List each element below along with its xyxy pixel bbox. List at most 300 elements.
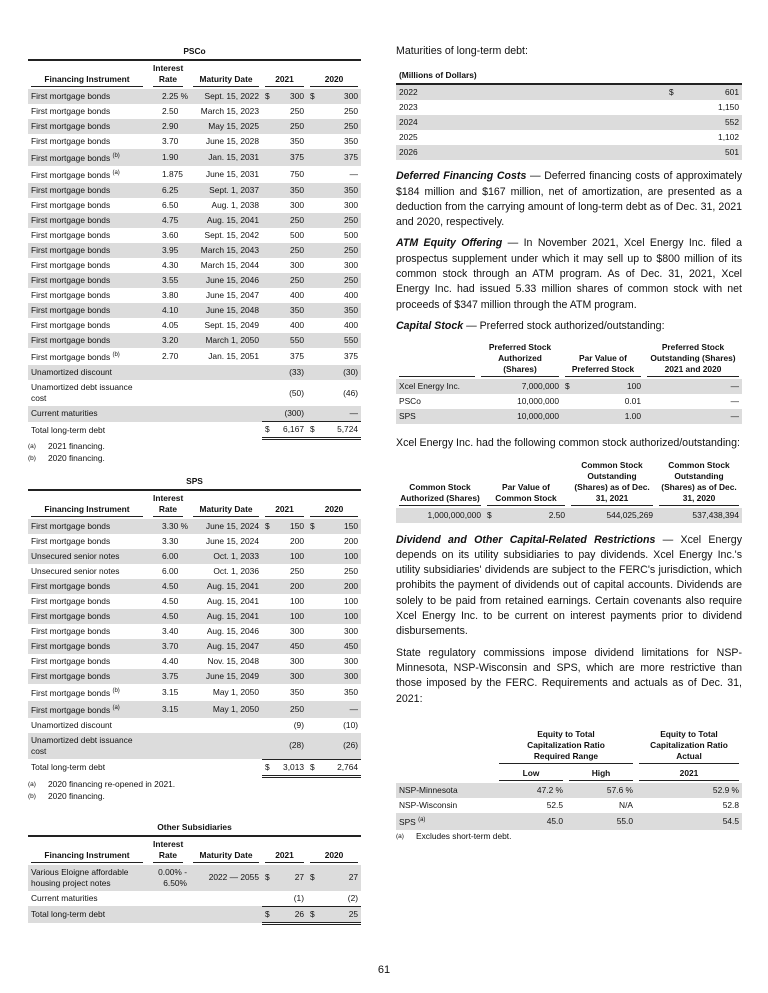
dollar-sign — [262, 684, 274, 701]
dollar-sign — [307, 733, 319, 759]
value-2020: — — [319, 701, 361, 718]
table-row — [28, 701, 361, 718]
header-low: Low — [499, 768, 563, 781]
header-2020: 2020 — [310, 74, 358, 87]
dollar-sign — [666, 145, 686, 160]
table-row — [396, 115, 742, 130]
dollar-sign — [307, 333, 319, 348]
dollar-sign — [307, 549, 319, 564]
interest-rate: 3.30 % — [146, 519, 190, 534]
instrument-cell — [28, 733, 146, 759]
dollar-sign — [307, 891, 319, 907]
dollar-sign — [307, 243, 319, 258]
header-2021: 2021 — [265, 850, 304, 863]
maturity-date: Nov. 15, 2048 — [207, 656, 259, 666]
instrument-name: First mortgage bonds — [31, 185, 111, 195]
interest-rate: 3.70 — [146, 639, 190, 654]
value-2021: 375 — [290, 351, 305, 361]
instrument-name: First mortgage bonds — [31, 121, 111, 131]
interest-rate: 3.60 — [162, 230, 179, 240]
header-2021: 2021 — [265, 74, 304, 87]
maturity-year: 2026 — [396, 145, 666, 160]
value-2020: 375 — [319, 149, 361, 166]
instrument-name: First mortgage bonds — [31, 521, 111, 531]
value-2021: 250 — [274, 243, 307, 258]
value-2020: 27 — [319, 865, 361, 891]
instrument-name: First mortgage bonds — [31, 641, 111, 651]
instrument-cell — [28, 258, 146, 273]
dollar-sign — [307, 639, 319, 654]
preferred-outstanding: — — [644, 409, 742, 424]
header-required-range: Equity to Total Capitalization Ratio Required Range — [499, 729, 633, 764]
footnote-text: 2020 financing re-opened in 2021. — [48, 778, 176, 789]
interest-rate: 4.30 — [162, 260, 179, 270]
header-2020: 2020 — [310, 850, 358, 863]
maturity-date: Aug. 15, 2041 — [190, 579, 262, 594]
interest-rate — [146, 906, 190, 923]
dollar-sign: $ — [262, 759, 274, 776]
equity-body — [396, 783, 742, 830]
maturities-body — [396, 84, 742, 160]
value-2020: 350 — [319, 303, 361, 318]
table-row — [396, 508, 742, 523]
value-2021: 300 — [274, 89, 307, 104]
maturity-date: May 1, 2050 — [212, 687, 259, 697]
maturity-date — [190, 380, 262, 406]
ratio-low: 52.5 — [546, 799, 563, 810]
capital-stock-text: — Preferred stock authorized/outstanding: — [463, 319, 665, 332]
dollar-sign — [262, 891, 274, 907]
dollar-sign — [262, 198, 274, 213]
instrument-name: Various Eloigne affordable housing project notes — [31, 866, 129, 888]
maturity-date — [190, 733, 262, 759]
instrument-cell — [28, 348, 146, 365]
maturity-date: Sept. 15, 2022 — [190, 89, 262, 104]
common-authorized: 1,000,000,000 — [396, 508, 484, 523]
header-maturity: Maturity Date — [193, 504, 259, 517]
instrument-name: First mortgage bonds — [31, 106, 111, 116]
value-2020: 2,764 — [319, 759, 361, 776]
dollar-sign: $ — [484, 508, 496, 523]
dollar-sign: $ — [262, 422, 274, 439]
maturity-date — [190, 422, 262, 439]
instrument-cell — [28, 609, 146, 624]
common-outstanding-2020: 537,438,394 — [656, 508, 742, 523]
dollar-sign: $ — [562, 379, 574, 394]
interest-rate: 6.25 — [146, 183, 190, 198]
instrument-name: First mortgage bonds — [31, 671, 111, 681]
maturity-date: Sept. 15, 2042 — [204, 230, 259, 240]
dollar-sign: $ — [262, 89, 274, 104]
instrument-cell — [28, 288, 146, 303]
instrument-cell — [28, 906, 146, 923]
footnote-text: 2020 financing. — [48, 453, 105, 463]
maturity-date: Sept. 15, 2049 — [204, 320, 259, 330]
table-row — [28, 654, 361, 669]
table-row — [396, 813, 742, 830]
table-row — [28, 594, 361, 609]
footnote-ref: (b) — [112, 153, 120, 159]
atm-heading: ATM Equity Offering — [396, 237, 503, 250]
instrument-name: First mortgage bonds — [31, 215, 111, 225]
psco-footnotes — [28, 441, 361, 464]
dollar-sign: $ — [262, 906, 274, 923]
value-2021: (300) — [274, 406, 307, 422]
table-row — [396, 379, 742, 394]
instrument-name: First mortgage bonds — [31, 688, 111, 698]
instrument-name: First mortgage bonds — [31, 260, 111, 270]
value-2020: 300 — [344, 656, 359, 666]
interest-rate — [146, 380, 190, 406]
interest-rate: 4.05 — [162, 320, 179, 330]
footnote-mark: (a) — [28, 780, 36, 788]
table-row — [28, 718, 361, 733]
value-2020: (46) — [343, 387, 359, 398]
header-common-2020: Common Stock Outstanding (Shares) as of Dec. 31, 2020 — [659, 460, 739, 506]
dollar-sign — [307, 104, 319, 119]
instrument-cell — [28, 365, 146, 380]
value-2020: 550 — [319, 333, 361, 348]
dollar-sign: $ — [307, 89, 319, 104]
equity-ratio-table — [396, 727, 742, 830]
value-2021: 300 — [274, 669, 307, 684]
value-2020: 250 — [319, 273, 361, 288]
header-actual: Equity to Total Capitalization Ratio Actual — [639, 729, 739, 764]
dollar-sign — [262, 380, 274, 406]
value-2020: 300 — [319, 89, 361, 104]
table-row — [28, 273, 361, 288]
deferred-financing-paragraph — [396, 169, 742, 230]
table-row — [28, 119, 361, 134]
dollar-sign — [262, 166, 274, 183]
header-common-authorized: Common Stock Authorized (Shares) — [399, 482, 481, 506]
maturity-amount: 1,150 — [718, 102, 739, 113]
interest-rate — [146, 759, 190, 776]
footnote-ref: (b) — [112, 352, 120, 358]
value-2020: 300 — [344, 626, 359, 636]
header-rate: Interest Rate — [153, 493, 183, 517]
maturity-date: May 15, 2025 — [190, 119, 262, 134]
footnote-text: Excludes short-term debt. — [416, 830, 512, 841]
table-row — [28, 333, 361, 348]
dollar-sign — [262, 669, 274, 684]
table-row — [28, 406, 361, 422]
header-pref-outstanding: Preferred Stock Outstanding (Shares) 2021 and 2020 — [647, 342, 739, 377]
footnote — [28, 779, 361, 790]
company-name: NSP-Minnesota — [399, 784, 458, 795]
instrument-name: Total long-term debt — [31, 909, 106, 919]
value-2021: 200 — [274, 579, 307, 594]
dollar-sign — [262, 718, 274, 733]
interest-rate: 4.50 — [162, 596, 179, 606]
table-row — [28, 303, 361, 318]
value-2021: 300 — [290, 200, 305, 210]
interest-rate: 3.15 — [146, 701, 190, 718]
header-instrument: Financing Instrument — [31, 504, 143, 517]
value-2020: 100 — [344, 596, 359, 606]
dollar-sign — [307, 288, 319, 303]
dollar-sign — [262, 654, 274, 669]
table-row — [28, 213, 361, 228]
dollar-sign — [262, 624, 274, 639]
table-row — [28, 579, 361, 594]
dollar-sign — [307, 624, 319, 639]
interest-rate — [146, 406, 190, 422]
table-row — [28, 380, 361, 406]
instrument-name: First mortgage bonds — [31, 705, 111, 715]
dividend-paragraph — [396, 533, 742, 640]
atm-text: — In November 2021, Xcel Energy Inc. filed a prospectus supplement under which it may sell up to $800 million of its common stock through an ATM program. As of Dec. 31, 2021, Xcel Energy Inc. had issued 5.33 million shares of common stock with net proceeds of $347 million through the ATM program. — [396, 237, 742, 311]
instrument-cell — [28, 318, 146, 333]
interest-rate: 4.40 — [162, 656, 179, 666]
value-2021: (1) — [274, 891, 307, 907]
maturity-date: June 15, 2031 — [205, 169, 259, 179]
preferred-body — [396, 379, 742, 424]
dollar-sign — [666, 130, 686, 145]
dollar-sign — [262, 318, 274, 333]
psco-debt-table-section — [28, 46, 361, 464]
ratio-high: N/A — [619, 799, 633, 810]
common-stock-intro: Xcel Energy Inc. had the following common stock authorized/outstanding: — [396, 437, 740, 450]
footnote-ref: (a) — [112, 170, 120, 176]
maturity-date: Aug. 15, 2041 — [190, 609, 262, 624]
dollar-sign — [307, 594, 319, 609]
table-row — [28, 534, 361, 549]
dollar-sign — [262, 243, 274, 258]
dollar-sign — [262, 701, 274, 718]
instrument-name: First mortgage bonds — [31, 611, 111, 621]
instrument-cell — [28, 891, 146, 907]
preferred-authorized: 10,000,000 — [517, 396, 559, 407]
interest-rate: 1.875 — [162, 169, 183, 179]
interest-rate: 3.15 — [162, 687, 179, 697]
value-2021: 200 — [290, 536, 305, 546]
value-2021: 100 — [274, 549, 307, 564]
left-column — [28, 46, 361, 925]
preferred-authorized: 10,000,000 — [478, 409, 562, 424]
maturity-date: June 15, 2049 — [190, 669, 262, 684]
instrument-name: Total long-term debt — [31, 762, 106, 772]
company-name: Xcel Energy Inc. — [396, 379, 478, 394]
value-2020: — — [319, 406, 361, 422]
maturity-date — [190, 365, 262, 380]
value-2021: 6,167 — [274, 422, 307, 439]
instrument-name: First mortgage bonds — [31, 170, 111, 180]
dollar-sign: $ — [262, 519, 274, 534]
sps-debt-table-section — [28, 476, 361, 802]
maturity-date: March 15, 2043 — [190, 243, 262, 258]
value-2021: 350 — [290, 136, 305, 146]
table-row — [396, 84, 742, 100]
maturity-date: June 15, 2046 — [190, 273, 262, 288]
value-2021: 300 — [290, 656, 305, 666]
dollar-sign — [262, 183, 274, 198]
dollar-sign — [307, 273, 319, 288]
preferred-par: 1.00 — [574, 409, 644, 424]
value-2021: 550 — [274, 333, 307, 348]
other-debt-table — [28, 837, 361, 925]
instrument-cell — [28, 519, 146, 534]
instrument-name: Unsecured senior notes — [31, 566, 120, 576]
dollar-sign — [307, 134, 319, 149]
interest-rate: 0.00% - 6.50% — [146, 865, 190, 891]
maturity-date — [190, 406, 262, 422]
value-2020: 450 — [319, 639, 361, 654]
instrument-name: First mortgage bonds — [31, 305, 111, 315]
dollar-sign — [666, 115, 686, 130]
atm-paragraph — [396, 236, 742, 312]
dollar-sign — [262, 406, 274, 422]
header-pref-authorized: Preferred Stock Authorized (Shares) — [481, 342, 559, 377]
table-row — [28, 318, 361, 333]
interest-rate: 4.10 — [146, 303, 190, 318]
footnote-mark: (a) — [28, 443, 36, 450]
dollar-sign — [307, 166, 319, 183]
dollar-sign — [562, 394, 574, 409]
value-2020: 300 — [344, 260, 359, 270]
table-row — [28, 134, 361, 149]
dollar-sign: $ — [666, 84, 686, 100]
value-2021: 750 — [290, 169, 305, 179]
maturity-year: 2024 — [396, 115, 666, 130]
table-row — [28, 228, 361, 243]
value-2021: 250 — [274, 213, 307, 228]
header-rate: Interest Rate — [153, 63, 183, 87]
maturity-date: June 15, 2047 — [205, 290, 259, 300]
ratio-actual: 54.5 — [636, 813, 742, 830]
instrument-cell — [28, 183, 146, 198]
dollar-sign — [307, 564, 319, 579]
interest-rate: 2.50 — [162, 106, 179, 116]
instrument-cell — [28, 534, 146, 549]
dollar-sign — [262, 348, 274, 365]
interest-rate — [146, 422, 190, 439]
maturity-date: May 1, 2050 — [190, 701, 262, 718]
value-2021: 350 — [274, 303, 307, 318]
value-2021: (28) — [274, 733, 307, 759]
table-row — [28, 183, 361, 198]
header-instrument: Financing Instrument — [31, 74, 143, 87]
value-2021: 450 — [274, 639, 307, 654]
dollar-sign — [307, 213, 319, 228]
interest-rate: 6.00 — [162, 566, 179, 576]
instrument-name: Current maturities — [31, 408, 98, 419]
instrument-cell — [28, 624, 146, 639]
dollar-sign — [562, 409, 574, 424]
equity-footnotes — [396, 831, 742, 842]
dollar-sign — [307, 258, 319, 273]
dollar-sign: $ — [307, 865, 319, 891]
instrument-cell — [28, 149, 146, 166]
interest-rate: 2.70 — [162, 351, 179, 361]
value-2020: 400 — [344, 290, 359, 300]
value-2020: 5,724 — [319, 422, 361, 439]
dollar-sign — [307, 183, 319, 198]
value-2021: 26 — [274, 906, 307, 923]
interest-rate: 3.80 — [162, 290, 179, 300]
maturity-date: 2022 — 2055 — [190, 865, 262, 891]
header-common-2021: Common Stock Outstanding (Shares) as of Dec. 31, 2021 — [571, 460, 653, 506]
dollar-sign — [262, 213, 274, 228]
instrument-name: Unamortized discount — [31, 367, 112, 377]
table-row — [28, 104, 361, 119]
interest-rate — [146, 733, 190, 759]
ratio-high: 55.0 — [566, 813, 636, 830]
header-common-par: Par Value of Common Stock — [487, 482, 565, 506]
preferred-outstanding: — — [644, 379, 742, 394]
instrument-name: First mortgage bonds — [31, 581, 111, 591]
common-par: 2.50 — [496, 508, 568, 523]
value-2020: 300 — [344, 200, 359, 210]
table-row — [28, 243, 361, 258]
maturity-year: 2025 — [399, 132, 418, 143]
instrument-cell — [28, 243, 146, 258]
instrument-cell — [28, 380, 146, 406]
value-2020: (26) — [319, 733, 361, 759]
instrument-name: Unamortized debt issuance cost — [31, 735, 133, 756]
maturity-amount: 501 — [686, 145, 742, 160]
value-2021: 250 — [274, 119, 307, 134]
dollar-sign — [262, 534, 274, 549]
table-row — [28, 669, 361, 684]
dollar-sign — [262, 564, 274, 579]
value-2020: (30) — [319, 365, 361, 380]
company-name: SPS — [396, 409, 478, 424]
instrument-cell — [28, 273, 146, 288]
instrument-name: First mortgage bonds — [31, 153, 111, 163]
maturity-date — [190, 891, 262, 907]
dollar-sign — [307, 365, 319, 380]
instrument-name: First mortgage bonds — [31, 656, 111, 666]
other-table-title: Other Subsidiaries — [28, 822, 361, 837]
interest-rate: 3.40 — [162, 626, 179, 636]
interest-rate: 4.50 — [146, 609, 190, 624]
interest-rate: 1.90 — [146, 149, 190, 166]
header-maturity: Maturity Date — [193, 850, 259, 863]
header-2020: 2020 — [310, 504, 358, 517]
value-2020: 150 — [319, 519, 361, 534]
dollar-sign — [262, 579, 274, 594]
dollar-sign — [262, 639, 274, 654]
value-2020: 500 — [344, 230, 359, 240]
footnote-text: 2021 financing. — [48, 441, 105, 451]
table-row — [28, 624, 361, 639]
dollar-sign: $ — [307, 759, 319, 776]
dollar-sign — [307, 579, 319, 594]
psco-table-body — [28, 89, 361, 439]
maturity-date: Aug. 15, 2047 — [190, 639, 262, 654]
interest-rate: 4.50 — [146, 579, 190, 594]
interest-rate: 6.00 — [146, 549, 190, 564]
capital-stock-heading: Capital Stock — [396, 319, 464, 332]
value-2020: (10) — [343, 720, 359, 730]
dollar-sign — [262, 333, 274, 348]
instrument-name: First mortgage bonds — [31, 536, 111, 546]
sps-footnotes — [28, 779, 361, 802]
footnote-ref: (b) — [112, 688, 120, 694]
maturity-date: Aug. 15, 2041 — [190, 213, 262, 228]
dollar-sign — [262, 733, 274, 759]
sps-table-body — [28, 519, 361, 776]
instrument-name: Unamortized discount — [31, 720, 112, 730]
interest-rate: 3.95 — [146, 243, 190, 258]
maturity-date: Oct. 1, 2036 — [213, 566, 259, 576]
table-row — [396, 130, 742, 145]
header-2021: 2021 — [639, 768, 739, 781]
table-row — [396, 783, 742, 798]
instrument-cell — [28, 198, 146, 213]
maturity-date: June 15, 2024 — [190, 519, 262, 534]
